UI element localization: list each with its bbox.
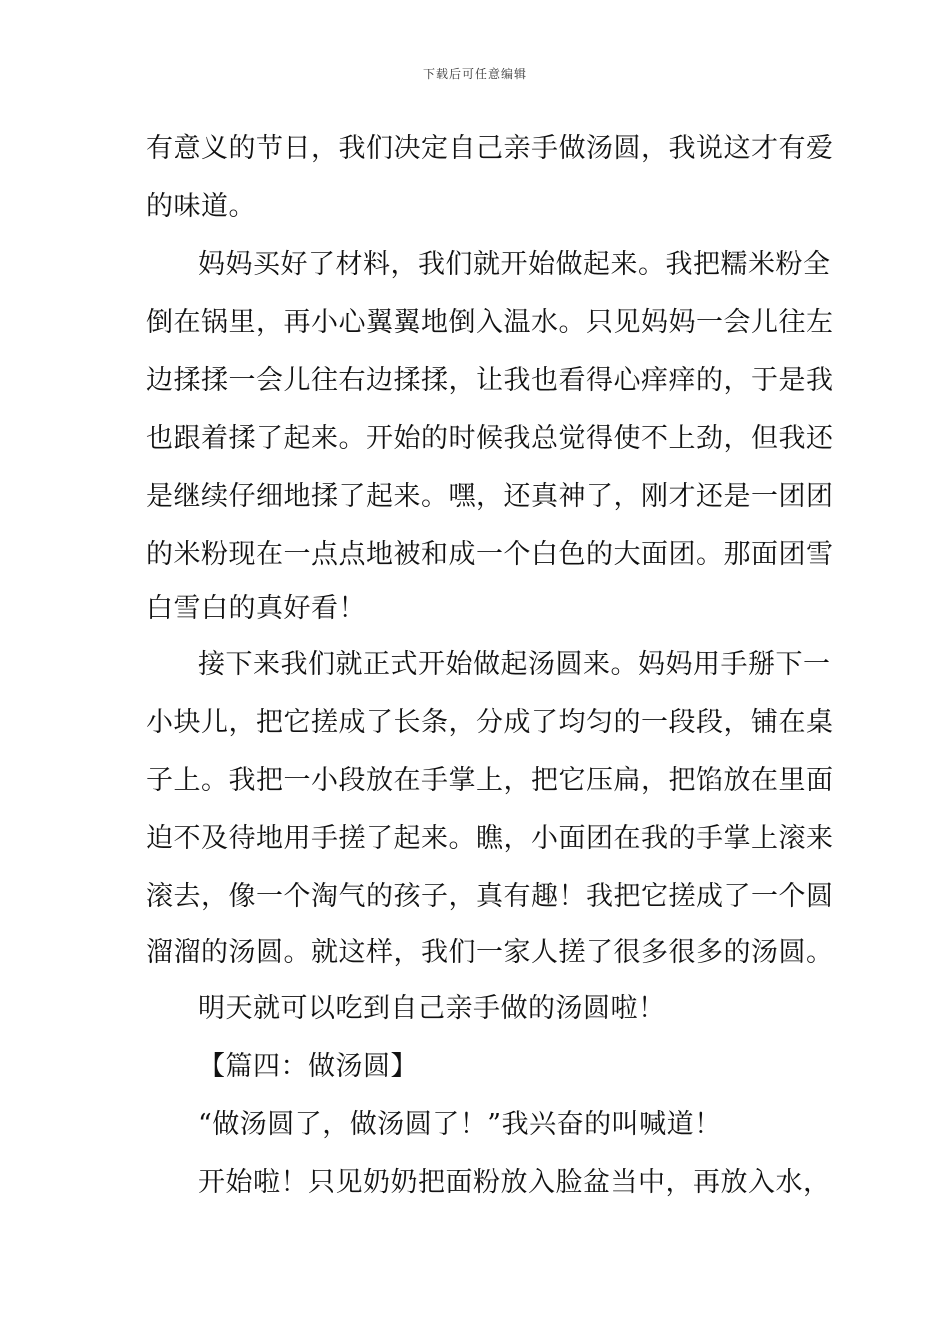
text-line: 边揉揉一会儿往右边揉揉，让我也看得心痒痒的，于是我 — [146, 365, 834, 396]
text-line: 妈妈买好了材料，我们就开始做起来。我把糯米粉全 — [198, 249, 831, 280]
text-line: 迫不及待地用手搓了起来。瞧，小面团在我的手掌上滚来 — [146, 823, 834, 854]
text-line: 接下来我们就正式开始做起汤圆来。妈妈用手掰下一 — [198, 649, 831, 680]
section-heading: 【篇四：做汤圆】 — [198, 1051, 418, 1082]
text-line: 溜溜的汤圆。就这样，我们一家人搓了很多很多的汤圆。 — [146, 937, 834, 968]
text-line: 有意义的节日，我们决定自己亲手做汤圆，我说这才有爱 — [146, 133, 834, 164]
text-line: 明天就可以吃到自己亲手做的汤圆啦！ — [198, 993, 666, 1024]
page-header: 下载后可任意编辑 — [422, 67, 527, 81]
text-line: 小块儿，把它搓成了长条，分成了均匀的一段段，铺在桌 — [146, 707, 834, 738]
text-line: 也跟着揉了起来。开始的时候我总觉得使不上劲，但我还 — [146, 423, 834, 454]
text-line: 的味道。 — [146, 191, 256, 222]
text-line: 的米粉现在一点点地被和成一个白色的大面团。那面团雪 — [146, 539, 834, 570]
text-line: 倒在锅里，再小心翼翼地倒入温水。只见妈妈一会儿往左 — [146, 307, 834, 338]
text-line: 滚去，像一个淘气的孩子，真有趣！我把它搓成了一个圆 — [146, 881, 834, 912]
text-line: 开始啦！只见奶奶把面粉放入脸盆当中，再放入水， — [198, 1167, 831, 1198]
text-line: 白雪白的真好看！ — [146, 593, 366, 624]
text-line: 子上。我把一小段放在手掌上，把它压扁，把馅放在里面 — [146, 765, 834, 796]
text-line: “做汤圆了，做汤圆了！”我兴奋的叫喊道！ — [198, 1109, 722, 1140]
text-line: 是继续仔细地揉了起来。嘿，还真神了，刚才还是一团团 — [146, 481, 834, 512]
